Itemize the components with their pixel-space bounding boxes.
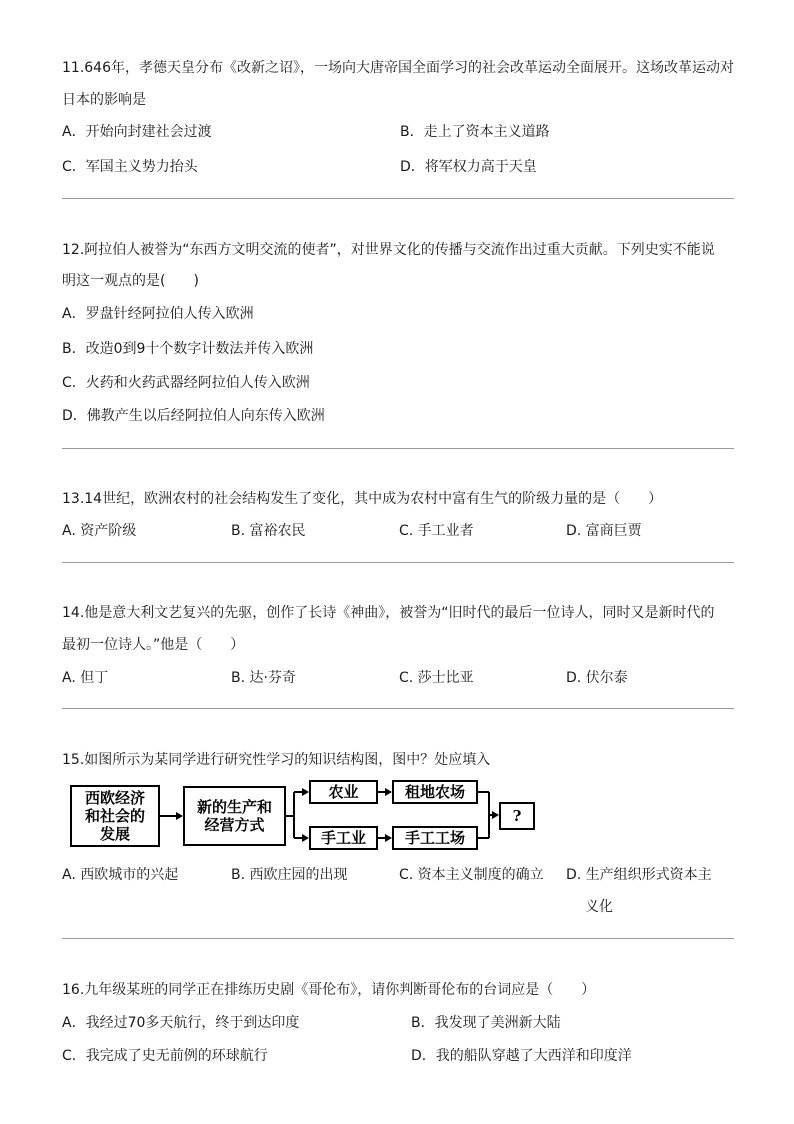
q16-option-d[interactable]: D．我的船队穿越了大西洋和印度洋 [411,1048,632,1064]
divider [62,938,734,939]
diagram-box-economic-development [70,785,160,847]
diagram-box-leased-farm: 租地农场 [392,780,478,804]
q14-option-b[interactable]: B. 达·芬奇 [231,670,296,686]
q14-option-d[interactable]: D. 伏尔泰 [566,670,628,686]
q16-option-b[interactable]: B．我发现了美洲新大陆 [411,1015,561,1031]
diagram-box-handicraft: 手工业 [309,826,378,850]
q11-stem-line1: 11.646年，孝德天皇分布《改新之诏》，一场向大唐帝国全面学习的社会改革运动全面展开。这场改革运动对 [62,60,734,76]
q13-option-b[interactable]: B. 富裕农民 [231,523,306,539]
diagram-box-workshop: 手工工场 [392,826,478,850]
diagram-box2-line1: 新的生产和 [196,798,272,816]
q15-option-d[interactable]: D. 生产组织形式资本主 [566,867,712,883]
diagram-box1-line1: 西欧经济 [84,789,145,807]
q16-stem-line1: 16.九年级某班的同学正在排练历史剧《哥伦布》，请你判断哥伦布的台词应是（ ） [62,982,596,998]
q11-option-a[interactable]: A．开始向封建社会过渡 [62,124,212,140]
q13-option-a[interactable]: A. 资产阶级 [62,523,137,539]
q12-stem-line2: 明这一观点的是( ) [62,273,199,289]
q12-option-c[interactable]: C．火药和火药武器经阿拉伯人传入欧洲 [62,375,310,391]
q14-option-c[interactable]: C. 莎士比亚 [399,670,474,686]
diagram-box-new-production [183,786,286,846]
q12-option-a[interactable]: A．罗盘针经阿拉伯人传入欧洲 [62,306,254,322]
q15-option-a[interactable]: A. 西欧城市的兴起 [62,867,179,883]
q11-option-c[interactable]: C．军国主义势力抬头 [62,159,198,175]
q15-stem-line1: 15.如图所示为某同学进行研究性学习的知识结构图，图中？处应填入 [62,752,491,768]
q13-option-c[interactable]: C. 手工业者 [399,523,474,539]
q14-stem-line2: 最初一位诗人。”他是（ ） [62,637,245,653]
q15-option-d-continued: 义化 [585,899,613,915]
q11-option-d[interactable]: D．将军权力高于天皇 [400,159,537,175]
diagram-box2-line2: 经营方式 [204,816,265,834]
diagram-box-question-mark: ? [499,802,535,830]
q12-option-b[interactable]: B．改造0到9十个数字计数法并传入欧洲 [62,341,314,357]
diagram-box1-line3: 发展 [99,825,130,843]
q11-stem-line2: 日本的影响是 [62,92,146,108]
q12-option-d[interactable]: D．佛教产生以后经阿拉伯人向东传入欧洲 [62,408,325,424]
q15-option-b[interactable]: B. 西欧庄园的出现 [231,867,348,883]
q11-option-b[interactable]: B．走上了资本主义道路 [400,124,550,140]
q12-stem-line1: 12.阿拉伯人被誉为“东西方文明交流的使者”，对世界文化的传播与交流作出过重大贡献。下列史实不能说 [62,242,715,258]
q13-stem-line1: 13.14世纪，欧洲农村的社会结构发生了变化，其中成为农村中富有生气的阶级力量的是（ ） [62,491,663,507]
q16-option-a[interactable]: A．我经过70多天航行，终于到达印度 [62,1015,300,1031]
q13-option-d[interactable]: D. 富商巨贾 [566,523,642,539]
q16-option-c[interactable]: C．我完成了史无前例的环球航行 [62,1048,268,1064]
q15-option-c[interactable]: C. 资本主义制度的确立 [399,867,544,883]
diagram-box1-line2: 和社会的 [84,807,145,825]
diagram-box-agriculture: 农业 [309,780,378,804]
q14-stem-line1: 14.他是意大利文艺复兴的先驱，创作了长诗《神曲》，被誉为“旧时代的最后一位诗人，同时又是新时代的 [62,605,715,621]
q14-option-a[interactable]: A. 但丁 [62,670,109,686]
